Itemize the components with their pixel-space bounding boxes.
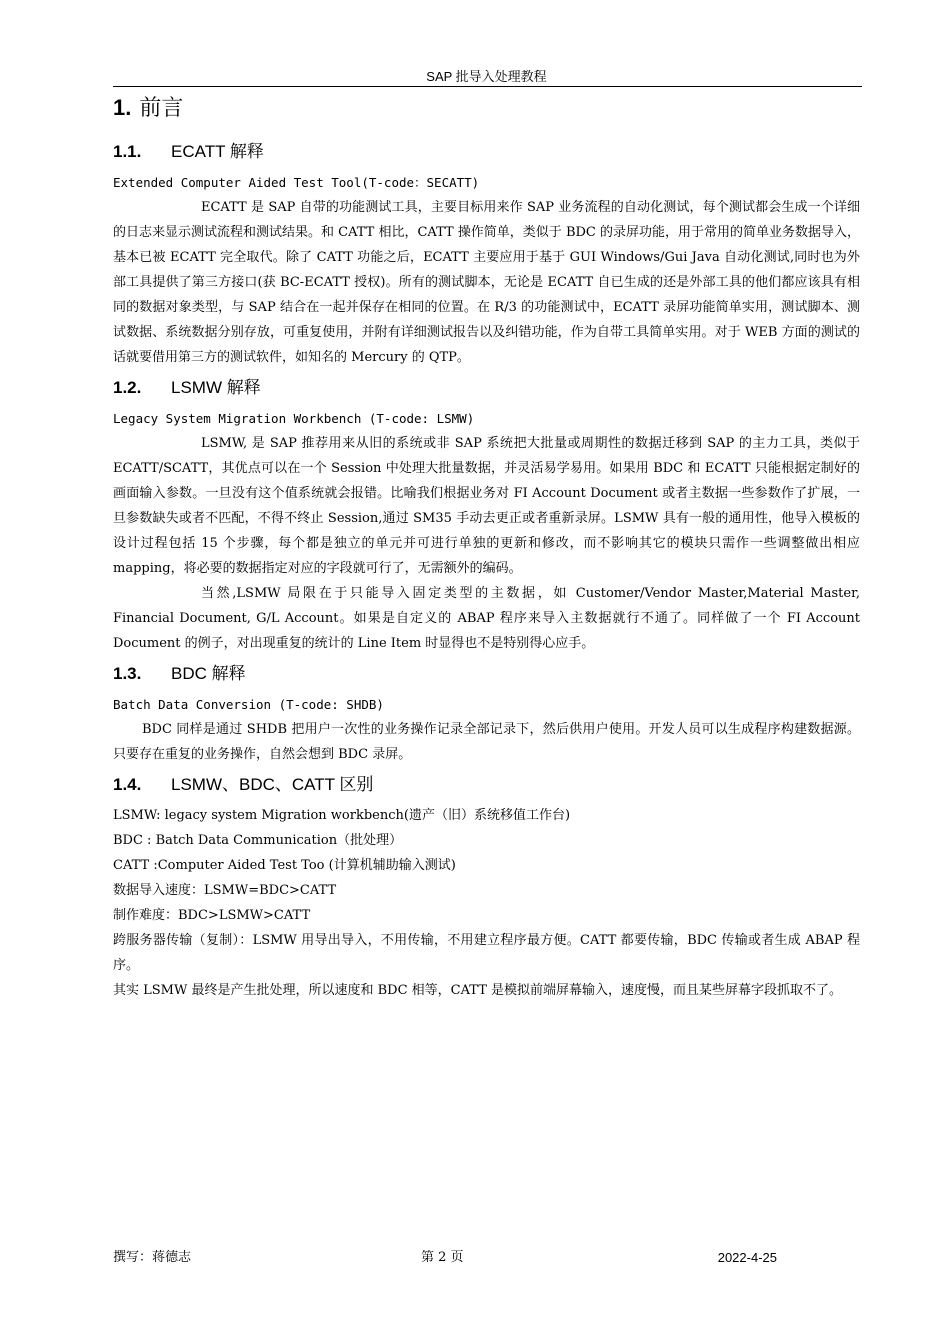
comparison-line: 其实 LSMW 最终是产生批处理，所以速度和 BDC 相等，CATT 是模拟前端屏幕输入，速度慢，而且某些屏幕字段抓取不了。 [113,983,843,998]
section-heading-ecatt [113,140,860,164]
footer-date: 2022-4-25 [717,1250,777,1265]
chapter-heading [113,94,860,134]
section-heading-lsmw [113,376,860,400]
section-heading-comparison [113,773,860,797]
section-title: ECATT 解释 [171,142,264,161]
section-code-line: Extended Computer Aided Test Tool(T-code：SECATT) [113,175,480,190]
section-number: 1.3. [113,664,142,683]
comparison-line: 制作难度：BDC>LSMW>CATT [113,908,311,923]
section-title: LSMW 解释 [171,378,261,397]
section-number: 1.2. [113,378,142,397]
comparison-line: BDC : Batch Data Communication（批处理） [113,833,403,848]
chapter-number: 1. [113,95,132,120]
header-rule [113,86,862,87]
footer-page-number: 第 2 页 [421,1250,464,1265]
page-content [113,94,860,1003]
comparison-line: 跨服务器传输（复制）：LSMW 用导出导入，不用传输，不用建立程序最方便。CATT 都要传输，BDC 传输或者生成 ABAP 程序。 [113,933,860,973]
paragraph: LSMW, 是 SAP 推荐用来从旧的系统或非 SAP 系统把大批量或周期性的数据迁移到 SAP 的主力工具，类似于 ECATT/SCATT，其优点可以在一个 Session 中处理大批量数据，并灵活易学易用。如果用 BDC 和 ECATT 只能根据定制好的画面输入参数。一旦没有这个值系统就会报错。比喻我们根据业务对 FI Account Document 或者主数据一些参数作了扩展，一旦参数缺失或者不匹配，不得不终止 Session,通过 SM35 手动去更正或者重新录屏。LSMW 具有一般的通用性，他导入模板的设计过程包括 15 个步骤，每个都是独立的单元并可进行单独的更新和修改，而不影响其它的模块只需作一些调整做出相应 mapping，将必要的数据指定对应的字段就可行了，无需额外的编码。 [113,436,860,576]
section-title: LSMW、BDC、CATT 区别 [171,775,374,794]
section-number: 1.1. [113,142,142,161]
section-number: 1.4. [113,775,142,794]
paragraph: ECATT 是 SAP 自带的功能测试工具，主要目标用来作 SAP 业务流程的自动化测试，每个测试都会生成一个详细的日志来显示测试流程和测试结果。和 CATT 相比，CATT 操作简单，类似于 BDC 的录屏功能，用于常用的简单业务数据导入，基本已被 ECATT 完全取代。除了 CATT 功能之后，ECATT 主要应用于基于 GUI Windows/Gui Java 自动化测试,同时也为外部工具提供了第三方接口(获 BC-ECATT 授权)。所有的测试脚本，无论是 ECATT 自已生成的还是外部工具的他们都应该具有相同的数据对象类型，与 SAP 结合在一起并保存在相同的位置。在 R/3 的功能测试中，ECATT 录屏功能简单实用，测试脚本、测试数据、系统数据分别存放，可重复使用，并附有详细测试报告以及纠错功能，作为自带工具简单实用。对于 WEB 方面的测试的话就要借用第三方的测试软件，如知名的 Mercury 的 QTP。 [113,200,860,365]
section-code-line: Legacy System Migration Workbench (T-code: LSMW) [113,411,475,426]
chapter-title: 前言 [139,95,184,120]
section-heading-bdc [113,662,860,686]
section-code-line: Batch Data Conversion (T-code: SHDB) [113,697,384,712]
section-title: BDC 解释 [171,664,246,683]
running-header: SAP 批导入处理教程 [426,69,547,84]
comparison-line: LSMW: legacy system Migration workbench(遗产（旧）系统移值工作台) [113,808,571,823]
paragraph: 当然,LSMW 局限在于只能导入固定类型的主数据，如 Customer/Vendor Master,Material Master, Financial Document, G/L Account。如果是自定义的 ABAP 程序来导入主数据就行不通了。同样做了一个 FI Account Document 的例子，对出现重复的统计的 Line Item 时显得也不是特别得心应手。 [113,586,860,651]
comparison-line: 数据导入速度：LSMW=BDC>CATT [113,883,337,898]
page-footer [113,1249,777,1267]
footer-author: 撰写：蒋德志 [113,1250,192,1265]
paragraph: BDC 同样是通过 SHDB 把用户一次性的业务操作记录全部记录下，然后供用户使用。开发人员可以生成程序构建数据源。只要存在重复的业务操作，自然会想到 BDC 录屏。 [113,722,860,762]
comparison-line: CATT :Computer Aided Test Too (计算机辅助输入测试) [113,858,456,873]
